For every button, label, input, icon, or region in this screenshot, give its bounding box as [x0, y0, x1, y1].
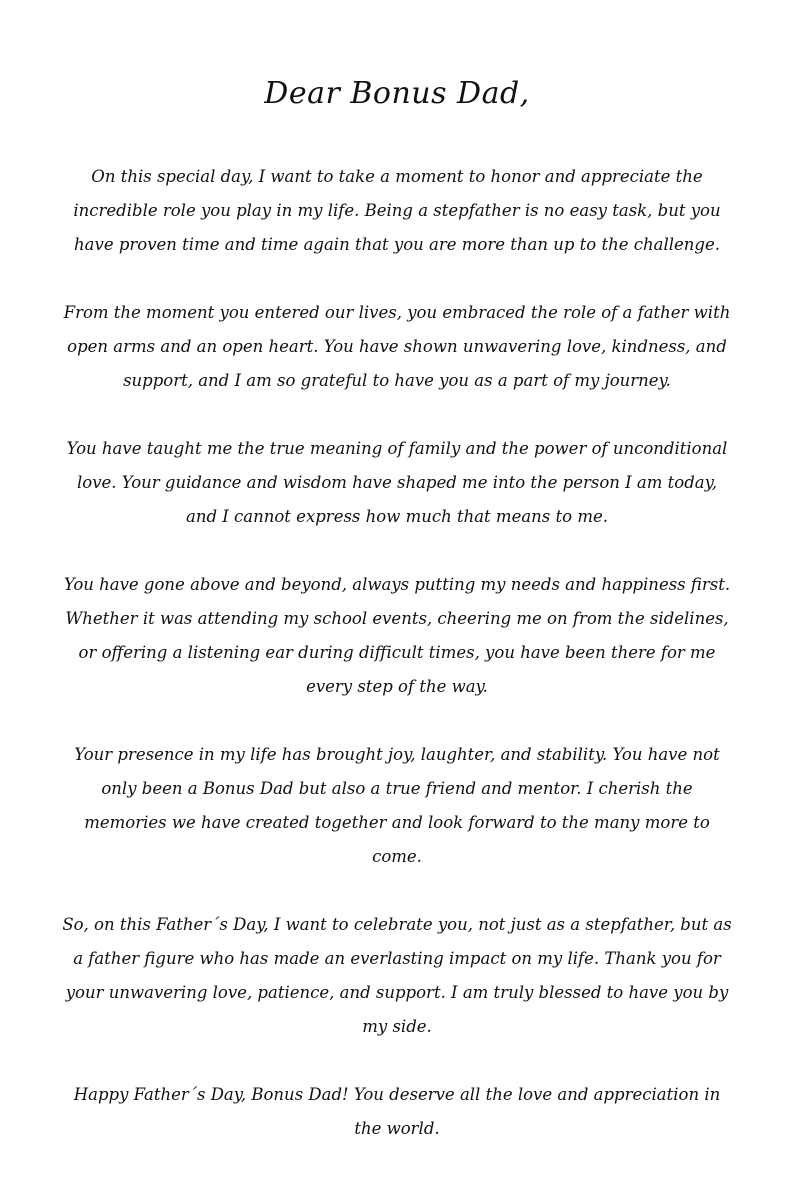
- paragraph-6: So, on this Father´s Day, I want to celebrate you, not just as a stepfather, but as a father figure who has made an everlasting impact on my life. Thank you for your unwavering love, patience, and support. I am truly blessed to have you by my side.: [62, 915, 732, 1036]
- paragraph-4: You have gone above and beyond, always putting my needs and happiness first. Whether it was attending my school events, cheering me on from the sidelines, or offering a listening ear during difficult times, you have been there for me every step of the way.: [63, 575, 731, 696]
- paragraph-1: On this special day, I want to take a moment to honor and appreciate the incredible role you play in my life. Being a stepfather is no easy task, but you have proven time and time again that you are more than up to the challenge.: [73, 167, 721, 254]
- letter-title: Dear Bonus Dad,: [264, 76, 530, 111]
- paragraph-7: Happy Father´s Day, Bonus Dad! You deserve all the love and appreciation in the world.: [73, 1085, 721, 1138]
- letter-body: [60, 160, 734, 1146]
- paragraph-2: From the moment you entered our lives, you embraced the role of a father with open arms and an open heart. You have shown unwavering love, kindness, and support, and I am so grateful to have you as a part of my journey.: [63, 303, 731, 390]
- paragraph-3: You have taught me the true meaning of family and the power of unconditional love. Your guidance and wisdom have shaped me into the person I am today, and I cannot express how much that means to me.: [66, 439, 728, 526]
- paragraph-5: Your presence in my life has brought joy, laughter, and stability. You have not only been a Bonus Dad but also a true friend and mentor. I cherish the memories we have created together and look forward to the many more to come.: [74, 745, 720, 866]
